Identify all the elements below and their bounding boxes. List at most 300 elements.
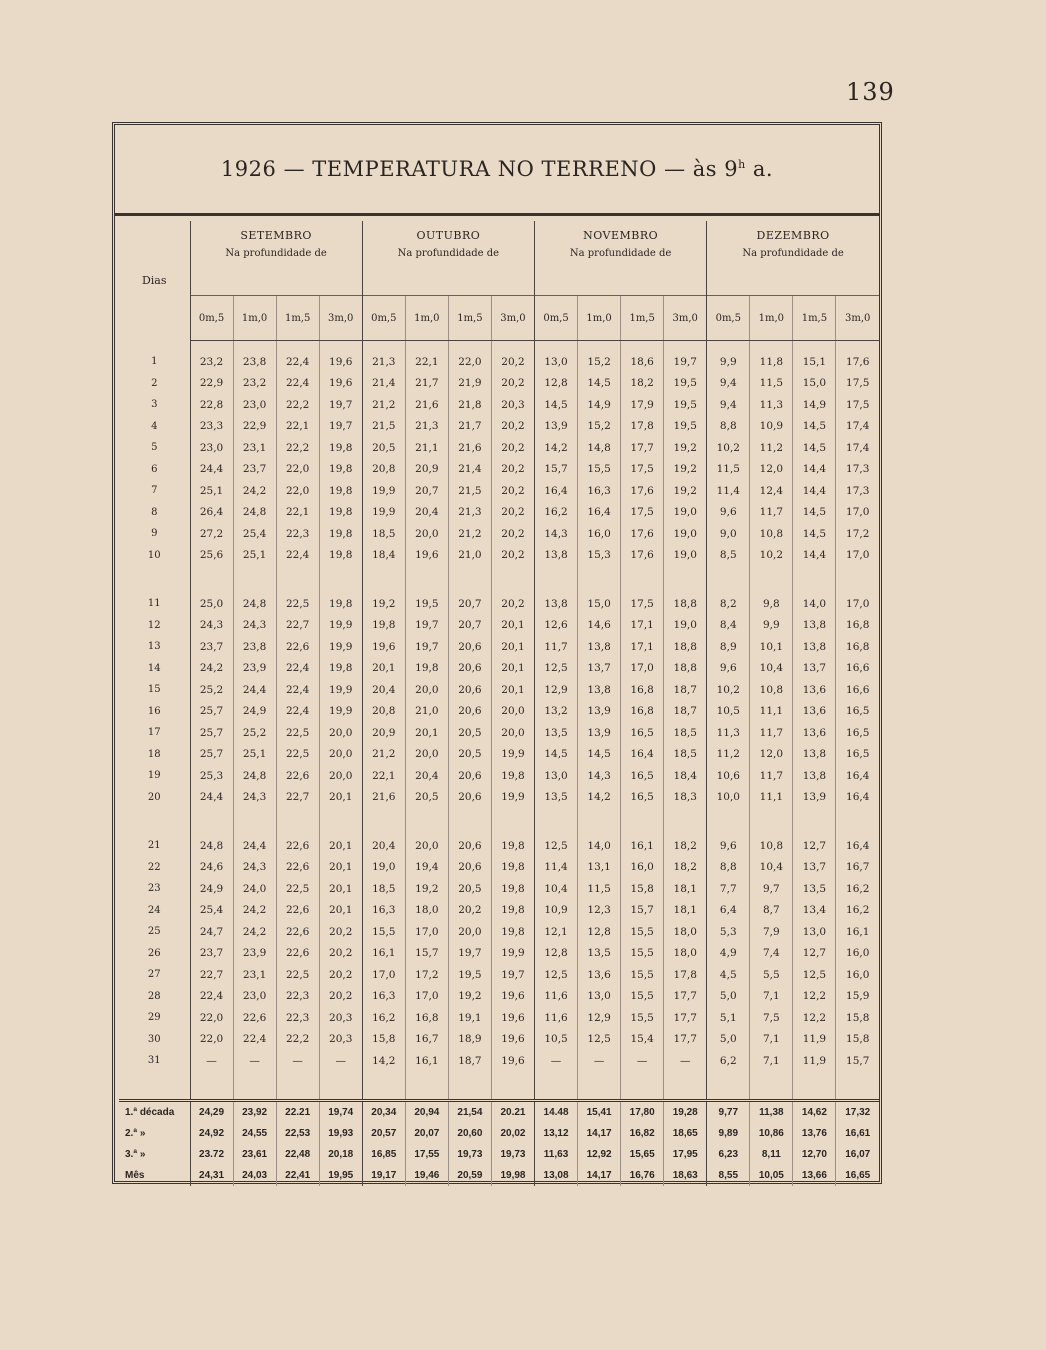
value-cell: 19,2 bbox=[664, 480, 707, 502]
dias-header: Dias bbox=[141, 274, 167, 288]
value-cell: 13,66 bbox=[793, 1165, 836, 1186]
value-cell: 13,0 bbox=[578, 986, 621, 1008]
value-cell: 14,4 bbox=[793, 545, 836, 567]
value-cell: 21,6 bbox=[362, 787, 405, 809]
value-cell: 20,6 bbox=[448, 658, 491, 680]
title-time: às 9 bbox=[692, 157, 739, 181]
value-cell: 25,6 bbox=[190, 545, 233, 567]
table-title bbox=[115, 157, 879, 181]
value-cell: 17,0 bbox=[836, 545, 879, 567]
value-cell: 11,63 bbox=[535, 1144, 578, 1165]
value-cell: 21,1 bbox=[405, 437, 448, 459]
value-cell: 19,0 bbox=[664, 502, 707, 524]
value-cell: 14,2 bbox=[362, 1050, 405, 1072]
value-cell: 17,5 bbox=[621, 459, 664, 481]
value-cell: 17,6 bbox=[836, 351, 879, 373]
value-cell: 13,6 bbox=[793, 701, 836, 723]
day-cell: 24 bbox=[147, 904, 161, 916]
value-cell: 15,5 bbox=[621, 964, 664, 986]
value-cell: 16,5 bbox=[621, 765, 664, 787]
value-cell: 16,3 bbox=[362, 900, 405, 922]
table-row bbox=[119, 1029, 879, 1051]
value-cell: 15,2 bbox=[578, 416, 621, 438]
value-cell: 11,7 bbox=[535, 636, 578, 658]
value-cell: 19,7 bbox=[405, 615, 448, 637]
value-cell: 19,74 bbox=[319, 1100, 362, 1123]
value-cell bbox=[750, 341, 793, 352]
value-cell: 20,0 bbox=[405, 744, 448, 766]
value-cell: 7,1 bbox=[750, 1050, 793, 1072]
value-cell: 16,4 bbox=[535, 480, 578, 502]
value-cell bbox=[276, 808, 319, 835]
value-cell: 11,5 bbox=[578, 878, 621, 900]
value-cell bbox=[621, 341, 664, 352]
value-cell: 22,9 bbox=[233, 416, 276, 438]
value-cell: 20,6 bbox=[448, 701, 491, 723]
value-cell: 12,9 bbox=[535, 679, 578, 701]
value-cell: 19,6 bbox=[319, 351, 362, 373]
value-cell: 20,6 bbox=[448, 835, 491, 857]
value-cell: 19,5 bbox=[405, 593, 448, 615]
value-cell: 14,3 bbox=[578, 765, 621, 787]
value-cell: 13,8 bbox=[535, 545, 578, 567]
value-cell: 18,0 bbox=[664, 943, 707, 965]
table-row bbox=[119, 857, 879, 879]
value-cell: 11,7 bbox=[750, 722, 793, 744]
value-cell: 19,73 bbox=[491, 1144, 534, 1165]
value-cell: 11,9 bbox=[793, 1029, 836, 1051]
value-cell: 20,6 bbox=[448, 636, 491, 658]
value-cell: 20,3 bbox=[491, 394, 534, 416]
table-row bbox=[119, 545, 879, 567]
value-cell: 12,5 bbox=[535, 658, 578, 680]
value-cell: 18,0 bbox=[405, 900, 448, 922]
value-cell: 13,8 bbox=[793, 636, 836, 658]
value-cell: 6,4 bbox=[707, 900, 750, 922]
value-cell: 7,1 bbox=[750, 986, 793, 1008]
value-cell: 23,8 bbox=[233, 636, 276, 658]
value-cell: 20,2 bbox=[491, 523, 534, 545]
value-cell: 8,7 bbox=[750, 900, 793, 922]
value-cell bbox=[319, 808, 362, 835]
value-cell: 22,0 bbox=[276, 459, 319, 481]
value-cell: 23,7 bbox=[190, 943, 233, 965]
table-row bbox=[119, 373, 879, 395]
value-cell: 13,9 bbox=[578, 701, 621, 723]
value-cell: 10,4 bbox=[750, 658, 793, 680]
value-cell: 19,2 bbox=[664, 459, 707, 481]
value-cell: 10,8 bbox=[750, 523, 793, 545]
value-cell: 23,3 bbox=[190, 416, 233, 438]
value-cell: 19,4 bbox=[405, 857, 448, 879]
value-cell: 16,2 bbox=[836, 900, 879, 922]
value-cell: 25,1 bbox=[233, 744, 276, 766]
table-row bbox=[119, 943, 879, 965]
value-cell: 24,03 bbox=[233, 1165, 276, 1186]
value-cell: 17,32 bbox=[836, 1100, 879, 1123]
title-time-suffix: a. bbox=[745, 157, 774, 181]
day-cell bbox=[119, 566, 190, 593]
value-cell: 21,2 bbox=[362, 744, 405, 766]
value-cell bbox=[362, 341, 405, 352]
value-cell: 16,07 bbox=[836, 1144, 879, 1165]
value-cell bbox=[362, 808, 405, 835]
value-cell: 5,3 bbox=[707, 921, 750, 943]
value-cell bbox=[491, 341, 534, 352]
value-cell: 20,7 bbox=[448, 593, 491, 615]
value-cell: 20,1 bbox=[491, 636, 534, 658]
value-cell: 25,7 bbox=[190, 722, 233, 744]
value-cell: 24,3 bbox=[233, 787, 276, 809]
value-cell: 20,9 bbox=[362, 722, 405, 744]
depth-caption: Na profundidade de bbox=[569, 248, 672, 259]
value-cell: 17,0 bbox=[836, 593, 879, 615]
value-cell: 22,0 bbox=[448, 351, 491, 373]
value-cell bbox=[491, 1072, 534, 1101]
value-cell: 17,8 bbox=[664, 964, 707, 986]
value-cell: 22,7 bbox=[276, 787, 319, 809]
value-cell: 19,0 bbox=[362, 857, 405, 879]
value-cell: 21,4 bbox=[448, 459, 491, 481]
value-cell bbox=[362, 566, 405, 593]
value-cell: 17,0 bbox=[362, 964, 405, 986]
value-cell: 13,0 bbox=[535, 765, 578, 787]
value-cell: 13,08 bbox=[535, 1165, 578, 1186]
title-main: TEMPERATURA NO TERRENO bbox=[312, 157, 657, 181]
value-cell: 12,7 bbox=[793, 835, 836, 857]
day-cell: 11 bbox=[147, 598, 161, 610]
value-cell: 17,6 bbox=[621, 480, 664, 502]
value-cell: 19,2 bbox=[664, 437, 707, 459]
table-row bbox=[119, 351, 879, 373]
value-cell: 25,4 bbox=[190, 900, 233, 922]
value-cell: 20,1 bbox=[319, 900, 362, 922]
depth-header: 3m,0 bbox=[319, 296, 362, 341]
value-cell: 21,3 bbox=[405, 416, 448, 438]
value-cell: 11,9 bbox=[793, 1050, 836, 1072]
depth-caption: Na profundidade de bbox=[742, 248, 844, 259]
value-cell: 16,76 bbox=[621, 1165, 664, 1186]
value-cell: 20,2 bbox=[491, 373, 534, 395]
table-row bbox=[119, 964, 879, 986]
table-row bbox=[119, 1007, 879, 1029]
value-cell: 18,4 bbox=[664, 765, 707, 787]
value-cell: — bbox=[578, 1050, 621, 1072]
depth-header: 0m,5 bbox=[707, 296, 750, 341]
summary-label: 1.ª década bbox=[119, 1100, 190, 1123]
value-cell: 18,7 bbox=[448, 1050, 491, 1072]
value-cell: 20,4 bbox=[405, 502, 448, 524]
month-header bbox=[707, 221, 879, 296]
value-cell bbox=[750, 808, 793, 835]
value-cell: 20,5 bbox=[448, 744, 491, 766]
value-cell bbox=[836, 1072, 879, 1101]
value-cell: 16,1 bbox=[362, 943, 405, 965]
value-cell: 7,4 bbox=[750, 943, 793, 965]
value-cell: 20,9 bbox=[405, 459, 448, 481]
value-cell: 20,0 bbox=[405, 523, 448, 545]
value-cell bbox=[319, 566, 362, 593]
value-cell: 18,5 bbox=[664, 722, 707, 744]
value-cell: 13,5 bbox=[535, 722, 578, 744]
value-cell: 19,1 bbox=[448, 1007, 491, 1029]
value-cell bbox=[578, 341, 621, 352]
value-cell: 20,2 bbox=[319, 986, 362, 1008]
value-cell: 20.21 bbox=[491, 1100, 534, 1123]
table-row bbox=[119, 921, 879, 943]
value-cell: 20,1 bbox=[319, 787, 362, 809]
depth-header: 1m,5 bbox=[448, 296, 491, 341]
title-dash: — bbox=[664, 157, 693, 181]
title-rule bbox=[115, 213, 879, 216]
value-cell: 8,8 bbox=[707, 857, 750, 879]
value-cell: 12,4 bbox=[750, 480, 793, 502]
value-cell: 18,7 bbox=[664, 679, 707, 701]
value-cell: 11,7 bbox=[750, 502, 793, 524]
value-cell: 25,7 bbox=[190, 744, 233, 766]
value-cell: 22,6 bbox=[276, 835, 319, 857]
value-cell: 18,0 bbox=[664, 921, 707, 943]
value-cell: 13,8 bbox=[793, 744, 836, 766]
day-cell: 29 bbox=[147, 1012, 161, 1024]
value-cell: 19,6 bbox=[319, 373, 362, 395]
value-cell: 19,98 bbox=[491, 1165, 534, 1186]
table-row bbox=[119, 1050, 879, 1072]
value-cell: 20,60 bbox=[448, 1123, 491, 1144]
value-cell: 24,8 bbox=[190, 835, 233, 857]
day-cell bbox=[119, 341, 190, 352]
value-cell: 16,2 bbox=[836, 878, 879, 900]
value-cell: 20,0 bbox=[405, 835, 448, 857]
value-cell: 16,7 bbox=[405, 1029, 448, 1051]
value-cell: 13,6 bbox=[793, 722, 836, 744]
value-cell bbox=[707, 566, 750, 593]
value-cell: 19,8 bbox=[319, 480, 362, 502]
value-cell: 21,0 bbox=[448, 545, 491, 567]
value-cell bbox=[233, 566, 276, 593]
value-cell: 19,8 bbox=[362, 615, 405, 637]
value-cell: 16,5 bbox=[836, 722, 879, 744]
value-cell: 24,3 bbox=[190, 615, 233, 637]
value-cell: 19,73 bbox=[448, 1144, 491, 1165]
value-cell bbox=[535, 341, 578, 352]
value-cell: 19,9 bbox=[362, 480, 405, 502]
value-cell bbox=[448, 1072, 491, 1101]
day-cell: 4 bbox=[151, 420, 158, 432]
value-cell: 22,2 bbox=[276, 437, 319, 459]
day-cell bbox=[119, 808, 190, 835]
day-cell: 22 bbox=[147, 861, 161, 873]
value-cell: 15,3 bbox=[578, 545, 621, 567]
value-cell: 6,2 bbox=[707, 1050, 750, 1072]
value-cell: 12,5 bbox=[535, 964, 578, 986]
value-cell: 21,5 bbox=[448, 480, 491, 502]
value-cell: — bbox=[621, 1050, 664, 1072]
value-cell: 20,1 bbox=[319, 878, 362, 900]
value-cell bbox=[233, 1072, 276, 1101]
day-cell: 23 bbox=[147, 883, 161, 895]
value-cell: 15,8 bbox=[362, 1029, 405, 1051]
value-cell: 22,4 bbox=[276, 351, 319, 373]
value-cell: 19,8 bbox=[491, 835, 534, 857]
value-cell bbox=[190, 341, 233, 352]
value-cell: 24,2 bbox=[233, 480, 276, 502]
value-cell: 16,0 bbox=[836, 964, 879, 986]
value-cell: 14,5 bbox=[535, 394, 578, 416]
value-cell: 12,92 bbox=[578, 1144, 621, 1165]
value-cell: 19,8 bbox=[491, 921, 534, 943]
value-cell: 9,89 bbox=[707, 1123, 750, 1144]
depth-caption: Na profundidade de bbox=[397, 248, 500, 259]
table-row bbox=[119, 636, 879, 658]
value-cell: 19,9 bbox=[319, 701, 362, 723]
day-cell bbox=[119, 1072, 190, 1101]
value-cell: 12,9 bbox=[578, 1007, 621, 1029]
value-cell: 10,2 bbox=[707, 437, 750, 459]
value-cell: 19,95 bbox=[319, 1165, 362, 1186]
value-cell: 19,46 bbox=[405, 1165, 448, 1186]
value-cell: 5,0 bbox=[707, 1029, 750, 1051]
value-cell: 20,6 bbox=[448, 679, 491, 701]
depth-caption: Na profundidade de bbox=[225, 248, 327, 259]
value-cell: 19,7 bbox=[405, 636, 448, 658]
table-row bbox=[119, 765, 879, 787]
value-cell: 24,2 bbox=[190, 658, 233, 680]
value-cell: 17,7 bbox=[664, 986, 707, 1008]
value-cell: 25,1 bbox=[233, 545, 276, 567]
day-cell: 12 bbox=[147, 619, 161, 631]
value-cell: 11,2 bbox=[707, 744, 750, 766]
value-cell: 16,8 bbox=[621, 679, 664, 701]
value-cell: 10,8 bbox=[750, 679, 793, 701]
value-cell: 20,8 bbox=[362, 459, 405, 481]
table-row bbox=[119, 480, 879, 502]
value-cell: 14,5 bbox=[793, 437, 836, 459]
value-cell: 20,02 bbox=[491, 1123, 534, 1144]
value-cell: 13,5 bbox=[793, 878, 836, 900]
value-cell: 20,59 bbox=[448, 1165, 491, 1186]
value-cell: 13,8 bbox=[793, 615, 836, 637]
value-cell: 19,0 bbox=[664, 615, 707, 637]
value-cell: 16,5 bbox=[621, 722, 664, 744]
value-cell: 23,1 bbox=[233, 437, 276, 459]
value-cell: 21,4 bbox=[362, 373, 405, 395]
day-cell: 8 bbox=[151, 506, 158, 518]
value-cell: 15,2 bbox=[578, 351, 621, 373]
value-cell: 22,6 bbox=[276, 765, 319, 787]
value-cell: 7,7 bbox=[707, 878, 750, 900]
value-cell bbox=[707, 341, 750, 352]
value-cell: 11,6 bbox=[535, 986, 578, 1008]
value-cell: 17,7 bbox=[621, 437, 664, 459]
day-cell: 13 bbox=[147, 641, 161, 653]
value-cell: 20,1 bbox=[362, 658, 405, 680]
value-cell: 20,2 bbox=[491, 459, 534, 481]
value-cell: 19,6 bbox=[491, 986, 534, 1008]
table-row bbox=[119, 459, 879, 481]
value-cell: 8,9 bbox=[707, 636, 750, 658]
value-cell: 14,9 bbox=[793, 394, 836, 416]
value-cell: 22,4 bbox=[276, 679, 319, 701]
table-row bbox=[119, 593, 879, 615]
value-cell bbox=[405, 1072, 448, 1101]
table-row bbox=[119, 679, 879, 701]
value-cell: 15,7 bbox=[836, 1050, 879, 1072]
value-cell: 20,6 bbox=[448, 787, 491, 809]
value-cell bbox=[836, 341, 879, 352]
day-cell: 10 bbox=[147, 549, 161, 561]
value-cell: 20,2 bbox=[319, 943, 362, 965]
value-cell: 19,6 bbox=[362, 636, 405, 658]
value-cell: 17,0 bbox=[405, 921, 448, 943]
value-cell: 11,1 bbox=[750, 701, 793, 723]
value-cell: 20,57 bbox=[362, 1123, 405, 1144]
value-cell: 9,6 bbox=[707, 658, 750, 680]
depth-header: 1m,0 bbox=[233, 296, 276, 341]
day-cell: 7 bbox=[151, 485, 158, 497]
value-cell: 12,0 bbox=[750, 744, 793, 766]
value-cell: 20,3 bbox=[319, 1029, 362, 1051]
value-cell: 19,8 bbox=[491, 900, 534, 922]
day-cell: 9 bbox=[151, 528, 158, 540]
value-cell: 22,41 bbox=[276, 1165, 319, 1186]
value-cell: 11,7 bbox=[750, 765, 793, 787]
value-cell: 20,2 bbox=[491, 437, 534, 459]
value-cell: 14,2 bbox=[578, 787, 621, 809]
value-cell: 25,7 bbox=[190, 701, 233, 723]
value-cell bbox=[664, 808, 707, 835]
value-cell: — bbox=[535, 1050, 578, 1072]
day-cell: 28 bbox=[147, 990, 161, 1002]
value-cell bbox=[578, 1072, 621, 1101]
value-cell: 10,05 bbox=[750, 1165, 793, 1186]
value-cell: 21,3 bbox=[362, 351, 405, 373]
value-cell: 11,3 bbox=[707, 722, 750, 744]
value-cell: 17,2 bbox=[836, 523, 879, 545]
value-cell bbox=[707, 1072, 750, 1101]
value-cell: 17,8 bbox=[621, 416, 664, 438]
value-cell: 20,1 bbox=[319, 857, 362, 879]
value-cell: 19,0 bbox=[664, 545, 707, 567]
value-cell: 8,8 bbox=[707, 416, 750, 438]
value-cell: 6,23 bbox=[707, 1144, 750, 1165]
value-cell: 20,2 bbox=[319, 964, 362, 986]
value-cell: 21,2 bbox=[362, 394, 405, 416]
value-cell: 11,38 bbox=[750, 1100, 793, 1123]
value-cell bbox=[190, 566, 233, 593]
value-cell: 20,1 bbox=[319, 835, 362, 857]
value-cell: 20,6 bbox=[448, 857, 491, 879]
value-cell: 22,53 bbox=[276, 1123, 319, 1144]
value-cell bbox=[793, 566, 836, 593]
value-cell: 17,6 bbox=[621, 545, 664, 567]
value-cell: 17,0 bbox=[405, 986, 448, 1008]
value-cell: 20,0 bbox=[491, 722, 534, 744]
value-cell: 20,0 bbox=[319, 744, 362, 766]
value-cell: 13,1 bbox=[578, 857, 621, 879]
value-cell: 17,1 bbox=[621, 615, 664, 637]
value-cell: 20,4 bbox=[405, 765, 448, 787]
value-cell bbox=[405, 341, 448, 352]
value-cell: 13,6 bbox=[578, 964, 621, 986]
title-dash: — bbox=[283, 157, 313, 181]
value-cell: 22,0 bbox=[190, 1007, 233, 1029]
table-row bbox=[119, 502, 879, 524]
value-cell: 19,8 bbox=[319, 502, 362, 524]
value-cell: 23,2 bbox=[190, 351, 233, 373]
value-cell: 20,7 bbox=[448, 615, 491, 637]
value-cell: 18,1 bbox=[664, 900, 707, 922]
